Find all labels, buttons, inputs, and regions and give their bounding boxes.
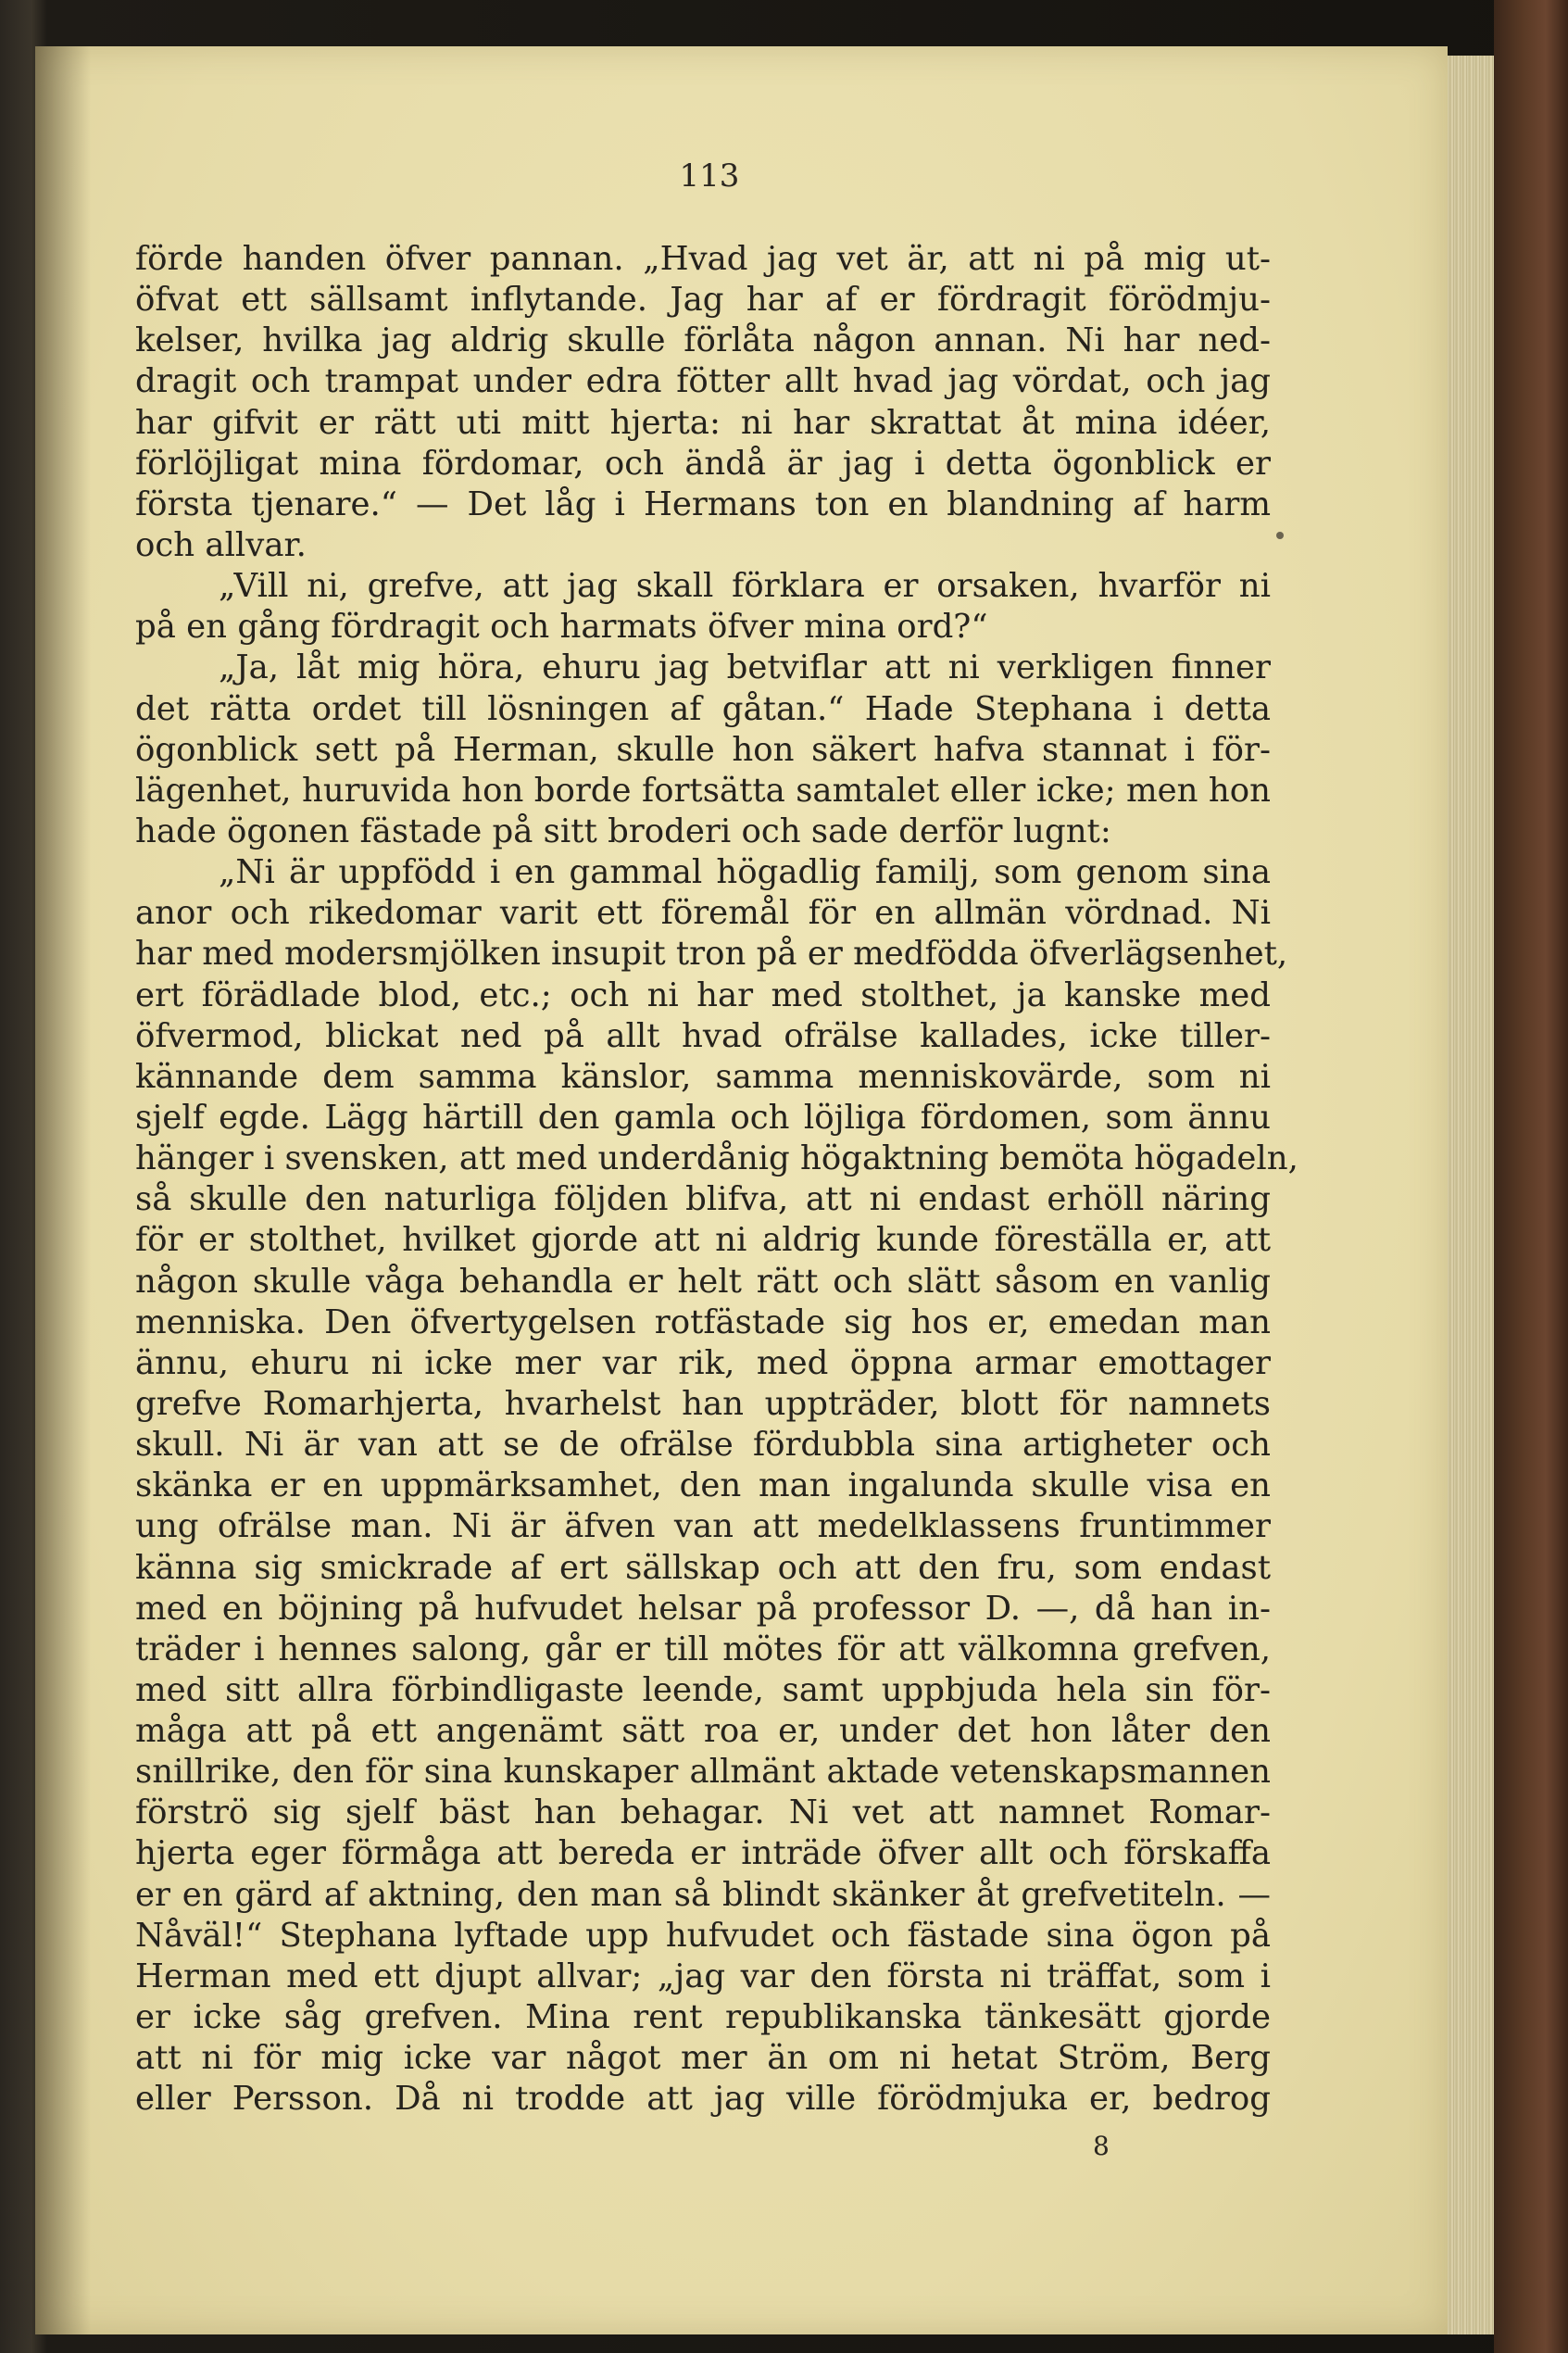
body-text xyxy=(135,239,1298,2120)
text-line: hade ögonen fästade på sitt broderi och sade derför lugnt: xyxy=(135,812,1111,850)
text-line: på en gång fördragit och harmats öfver mina ord?“ xyxy=(135,608,988,647)
text-line: lägenhet, huruvida hon borde fortsätta samtalet eller icke; men hon xyxy=(135,771,1271,810)
text-line: det rätta ordet till lösningen af gåtan.“ Hade Stephana i detta xyxy=(135,689,1271,728)
text-line: förlöjligat mina fördomar, och ändå är jag i detta ögonblick er xyxy=(135,444,1271,483)
text-line: första tjenare.“ — Det låg i Hermans ton en blandning af harm xyxy=(135,484,1271,523)
text-line: ögonblick sett på Herman, skulle hon säkert hafva stannat i för- xyxy=(135,730,1271,769)
text-line: skull. Ni är van att se de ofrälse fördubbla sina artigheter och xyxy=(135,1426,1271,1465)
text-line: för er stolthet, hvilket gjorde att ni aldrig kunde föreställa er, att xyxy=(135,1221,1271,1260)
text-line: ännu, ehuru ni icke mer var rik, med öppna armar emottager xyxy=(135,1343,1271,1382)
text-line: grefve Romarhjerta, hvarhelst han uppträder, blott för namnets xyxy=(135,1384,1271,1423)
text-line: skänka er en uppmärksamhet, den man ingalunda skulle visa en xyxy=(135,1466,1271,1505)
text-line: sjelf egde. Lägg härtill den gamla och löjliga fördomen, som ännu xyxy=(135,1098,1271,1137)
text-line: kännande dem samma känslor, samma menniskovärde, som ni xyxy=(135,1057,1271,1096)
text-line: kelser, hvilka jag aldrig skulle förlåta någon annan. Ni har ned- xyxy=(135,321,1271,360)
text-line: dragit och trampat under edra fötter allt hvad jag vördat, och jag xyxy=(135,362,1271,401)
text-line: måga att på ett angenämt sätt roa er, under det hon låter den xyxy=(135,1712,1271,1751)
text-line: någon skulle våga behandla er helt rätt och slätt såsom en vanlig xyxy=(135,1262,1271,1301)
ink-spot xyxy=(1276,532,1284,539)
page-edges xyxy=(1448,56,1494,2334)
text-line: anor och rikedomar varit ett föremål för en allmän vördnad. Ni xyxy=(135,894,1271,933)
text-line: och allvar. xyxy=(135,525,307,564)
text-line: har gifvit er rätt uti mitt hjerta: ni har skrattat åt mina idéer, xyxy=(135,403,1271,442)
text-line: hjerta eger förmåga att bereda er inträde öfver allt och förskaffa xyxy=(135,1834,1271,1873)
text-line: ert förädlade blod, etc.; och ni har med stolthet, ja kanske med xyxy=(135,975,1271,1014)
text-line: träder i hennes salong, går er till mötes för att välkomna grefven, xyxy=(135,1629,1271,1668)
text-line: „Ni är uppfödd i en gammal högadlig familj, som genom sina xyxy=(219,853,1271,892)
text-line: „Vill ni, grefve, att jag skall förklara er orsaken, hvarför ni xyxy=(219,567,1271,606)
text-line: med sitt allra förbindligaste leende, samt uppbjuda hela sin för- xyxy=(135,1670,1271,1709)
page-number: 113 xyxy=(679,157,740,195)
text-line: öfvat ett sällsamt inflytande. Jag har af er fördragit förödmju- xyxy=(135,281,1271,320)
page-gutter-shadow xyxy=(35,46,91,2334)
text-line: menniska. Den öfvertygelsen rotfästade sig hos er, emedan man xyxy=(135,1302,1271,1341)
text-line: Nåväl!“ Stephana lyftade upp hufvudet och fästade sina ögon på xyxy=(135,1916,1271,1955)
text-line: hänger i svensken, att med underdånig högaktning bemöta högadeln, xyxy=(135,1139,1298,1178)
text-line: snillrike, den för sina kunskaper allmänt aktade vetenskapsmannen xyxy=(135,1753,1271,1792)
text-line: känna sig smickrade af ert sällskap och att den fru, som endast xyxy=(135,1548,1271,1587)
text-line: förströ sig sjelf bäst han behagar. Ni vet att namnet Romar- xyxy=(135,1793,1271,1832)
text-line: har med modersmjölken insupit tron på er medfödda öfverlägsenhet, xyxy=(135,935,1288,974)
text-line: att ni för mig icke var något mer än om ni hetat Ström, Berg xyxy=(135,2039,1271,2078)
text-line: er en gärd af aktning, den man så blindt skänker åt grefvetiteln. — xyxy=(135,1875,1271,1914)
text-line: ung ofrälse man. Ni är äfven van att medelklassens fruntimmer xyxy=(135,1507,1271,1546)
text-line: med en böjning på hufvudet helsar på professor D. —, då han in- xyxy=(135,1589,1271,1628)
text-line: eller Persson. Då ni trodde att jag ville förödmjuka er, bedrog xyxy=(135,2080,1271,2119)
text-line: Herman med ett djupt allvar; „jag var den första ni träffat, som i xyxy=(135,1957,1271,1995)
text-line: öfvermod, blickat ned på allt hvad ofrälse kallades, icke tiller- xyxy=(135,1016,1271,1055)
text-line: förde handen öfver pannan. „Hvad jag vet är, att ni på mig ut- xyxy=(135,240,1271,278)
text-line: er icke såg grefven. Mina rent republikanska tänkesätt gjorde xyxy=(135,1998,1271,2037)
book-cover-edge xyxy=(1494,0,1568,2353)
text-line: „Ja, låt mig höra, ehuru jag betviflar att ni verkligen finner xyxy=(219,648,1271,687)
signature-mark: 8 xyxy=(1093,2131,1110,2161)
text-line: så skulle den naturliga följden blifva, att ni endast erhöll näring xyxy=(135,1180,1271,1219)
